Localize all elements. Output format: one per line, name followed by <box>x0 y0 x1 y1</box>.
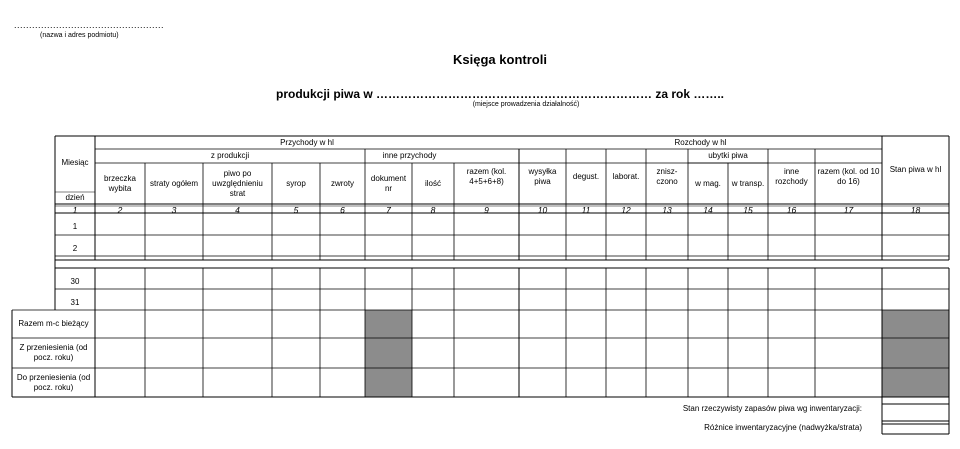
column-number-7: 7 <box>386 204 391 215</box>
column-number-18: 18 <box>910 204 921 215</box>
column-header-18: Stan piwa w hl <box>889 165 942 174</box>
shaded-stock-block <box>882 310 949 397</box>
column-header-11: degust. <box>572 171 600 181</box>
group-income-header: Przychody w hl <box>280 137 334 147</box>
column-header-12: laborat. <box>612 171 640 181</box>
column-number-2: 2 <box>117 204 123 215</box>
column-header-14: w mag. <box>695 178 721 188</box>
day-row-1: 1 <box>72 222 78 231</box>
day-row-30: 30 <box>70 276 80 286</box>
difference-label: Różnice inwentaryzacyjne (nadwyżka/strata) <box>704 423 862 432</box>
subject-label: (nazwa i adres podmiotu) <box>40 32 119 39</box>
column-header-4: piwo po uwzględnieniu strat <box>212 168 263 198</box>
column-number-11: 11 <box>581 204 591 215</box>
group-outgo-header: Rozchody w hl <box>674 137 727 147</box>
column-header-15: w transp. <box>731 178 765 188</box>
day-row-2: 2 <box>72 243 78 253</box>
column-number-4: 4 <box>235 204 240 215</box>
sub-production-header: z produkcji <box>210 151 250 160</box>
subject-dots: .................................................. <box>14 20 165 30</box>
sub-losses-header: ubytki piwa <box>708 151 748 160</box>
column-header-3: straty ogółem <box>149 178 199 188</box>
column-header-8: ilość <box>424 178 441 188</box>
column-number-9: 9 <box>484 204 489 215</box>
summary-row-2: Z przeniesienia (od pocz. roku) <box>19 343 88 362</box>
column-header-16: inne rozchody <box>775 166 808 186</box>
column-number-1: 1 <box>72 204 78 215</box>
sub-other-income-header: inne przychody <box>382 151 437 160</box>
summary-row-3: Do przeniesienia (od pocz. roku) <box>16 372 91 392</box>
shaded-document-block <box>365 310 412 397</box>
production-line: produkcji piwa w …………………………………………………………… za rok …….. <box>275 87 725 101</box>
column-number-8: 8 <box>430 204 436 215</box>
column-number-5: 5 <box>293 204 299 215</box>
day-row-31: 31 <box>70 297 80 307</box>
column-header-2: brzeczka wybita <box>103 173 136 193</box>
column-number-10: 10 <box>537 204 548 215</box>
column-number-3: 3 <box>171 204 177 215</box>
page-title: Księga kontroli <box>453 52 547 67</box>
column-number-6: 6 <box>340 204 345 215</box>
column-header-17: razem (kol. od 10 do 16) <box>817 166 880 186</box>
column-number-14: 14 <box>703 204 713 215</box>
column-header-9: razem (kol. 4+5+6+8) <box>466 166 507 186</box>
column-number-16: 16 <box>786 204 797 215</box>
summary-row-1: Razem m-c bieżący <box>18 319 89 328</box>
column-header-6: zwroty <box>330 178 355 188</box>
column-number-15: 15 <box>743 204 753 215</box>
column-number-13: 13 <box>662 204 672 215</box>
inventory-label: Stan rzeczywisty zapasów piwa wg inwentaryzacji: <box>682 404 862 413</box>
month-header: Miesiąc <box>61 158 89 167</box>
column-header-5: syrop <box>286 178 306 188</box>
place-label: (miejsce prowadzenia działalność) <box>472 101 580 108</box>
column-header-7: dokument nr <box>370 173 407 193</box>
column-number-12: 12 <box>621 204 631 215</box>
column-header-10: wysyłka piwa <box>528 166 557 186</box>
day-header: dzień <box>65 193 85 202</box>
column-header-13: znisz-czono <box>656 166 678 186</box>
column-number-17: 17 <box>843 204 854 215</box>
